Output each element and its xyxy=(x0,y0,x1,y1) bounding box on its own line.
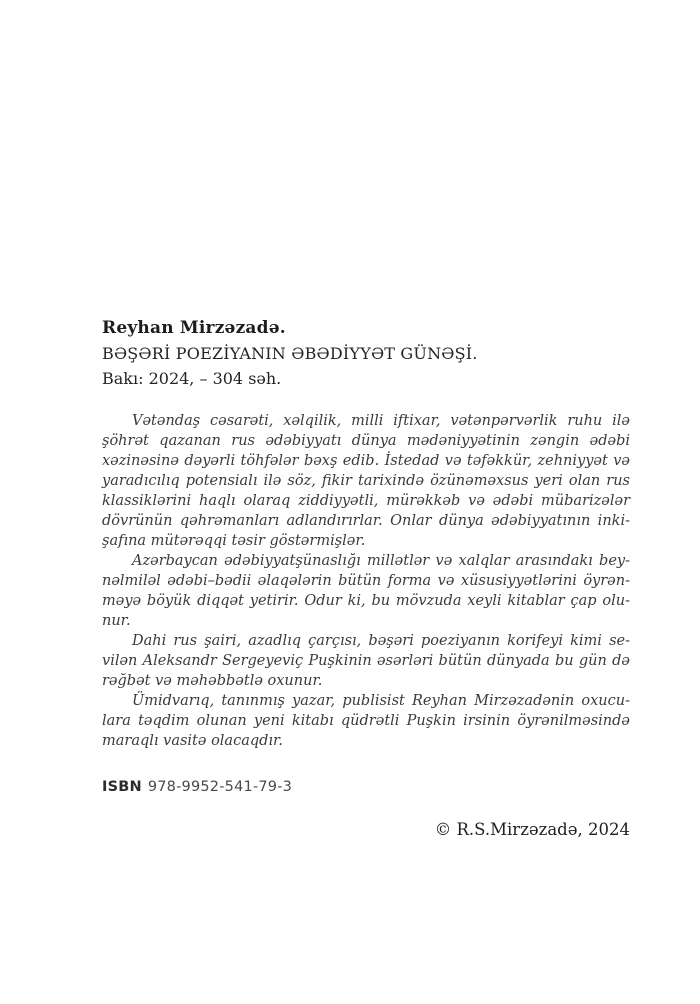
body-line: maraqlı vasitə olacaqdır. xyxy=(102,733,283,749)
body-line: xəzinəsinə dəyərli töhfələr bəxş edib. İstedad və təfəkkür, zehniyyət və xyxy=(102,453,630,469)
body-line: şöhrət qazanan rus ədəbiyyatı dünya mədəniyyətinin zəngin ədəbi xyxy=(102,433,630,449)
body-line: məyə böyük diqqət yetirir. Odur ki, bu mövzuda xeyli kitablar çap olu- xyxy=(102,593,630,609)
body-line: Ümidvarıq, tanınmış yazar, publisist Reyhan Mirzəzadənin oxucu- xyxy=(132,693,630,709)
body-line: şafına mütərəqqi təsir göstərmişlər. xyxy=(102,533,366,549)
body-line: nəlmiləl ədəbi–bədii əlaqələrin bütün forma və xüsusiyyətlərini öyrən- xyxy=(102,573,630,589)
paragraph xyxy=(102,411,630,551)
copyright-line: © R.S.Mirzəzadə, 2024 xyxy=(434,820,630,839)
isbn-line xyxy=(102,779,630,795)
body-line: Dahi rus şairi, azadlıq çarçısı, bəşəri poeziyanın korifeyi kimi se- xyxy=(132,633,630,649)
paragraph xyxy=(102,691,630,751)
paragraph xyxy=(102,631,630,691)
annotation-text xyxy=(102,411,630,751)
text-block xyxy=(102,316,630,839)
body-line: lara təqdim olunan yeni kitabı qüdrətli Puşkin irsinin öyrənilməsində xyxy=(102,713,630,729)
paragraph xyxy=(102,551,630,631)
body-line: nur. xyxy=(102,613,131,629)
body-line: vilən Aleksandr Sergeyeviç Puşkinin əsərləri bütün dünyada bu gün də xyxy=(102,653,630,669)
book-title: BƏŞƏRİ POEZİYANIN ƏBƏDİYYƏT GÜNƏŞİ. xyxy=(102,344,478,363)
isbn-number: 978-9952-541-79-3 xyxy=(147,779,293,795)
imprint-line: Bakı: 2024, – 304 səh. xyxy=(102,369,282,388)
author-name: Reyhan Mirzəzadə. xyxy=(102,318,286,338)
body-line: klassiklərini haqlı olaraq ziddiyyətli, mürəkkəb və ədəbi mübarizələr xyxy=(102,493,630,509)
body-line: Azərbaycan ədəbiyyatşünaslığı millətlər və xalqlar arasındakı bey- xyxy=(132,553,630,569)
body-line: rəğbət və məhəbbətlə oxunur. xyxy=(102,673,323,689)
isbn-label: ISBN xyxy=(102,779,142,795)
body-line: Vətəndaş cəsarəti, xəlqilik, milli iftixar, vətənpərvərlik ruhu ilə xyxy=(132,413,630,429)
body-line: dövrünün qəhrəmanları adlandırırlar. Onlar dünya ədəbiyyatının inki- xyxy=(102,513,630,529)
body-line: yaradıcılıq potensialı ilə söz, fikir tarixində özünəməxsus yeri olan rus xyxy=(102,473,630,489)
